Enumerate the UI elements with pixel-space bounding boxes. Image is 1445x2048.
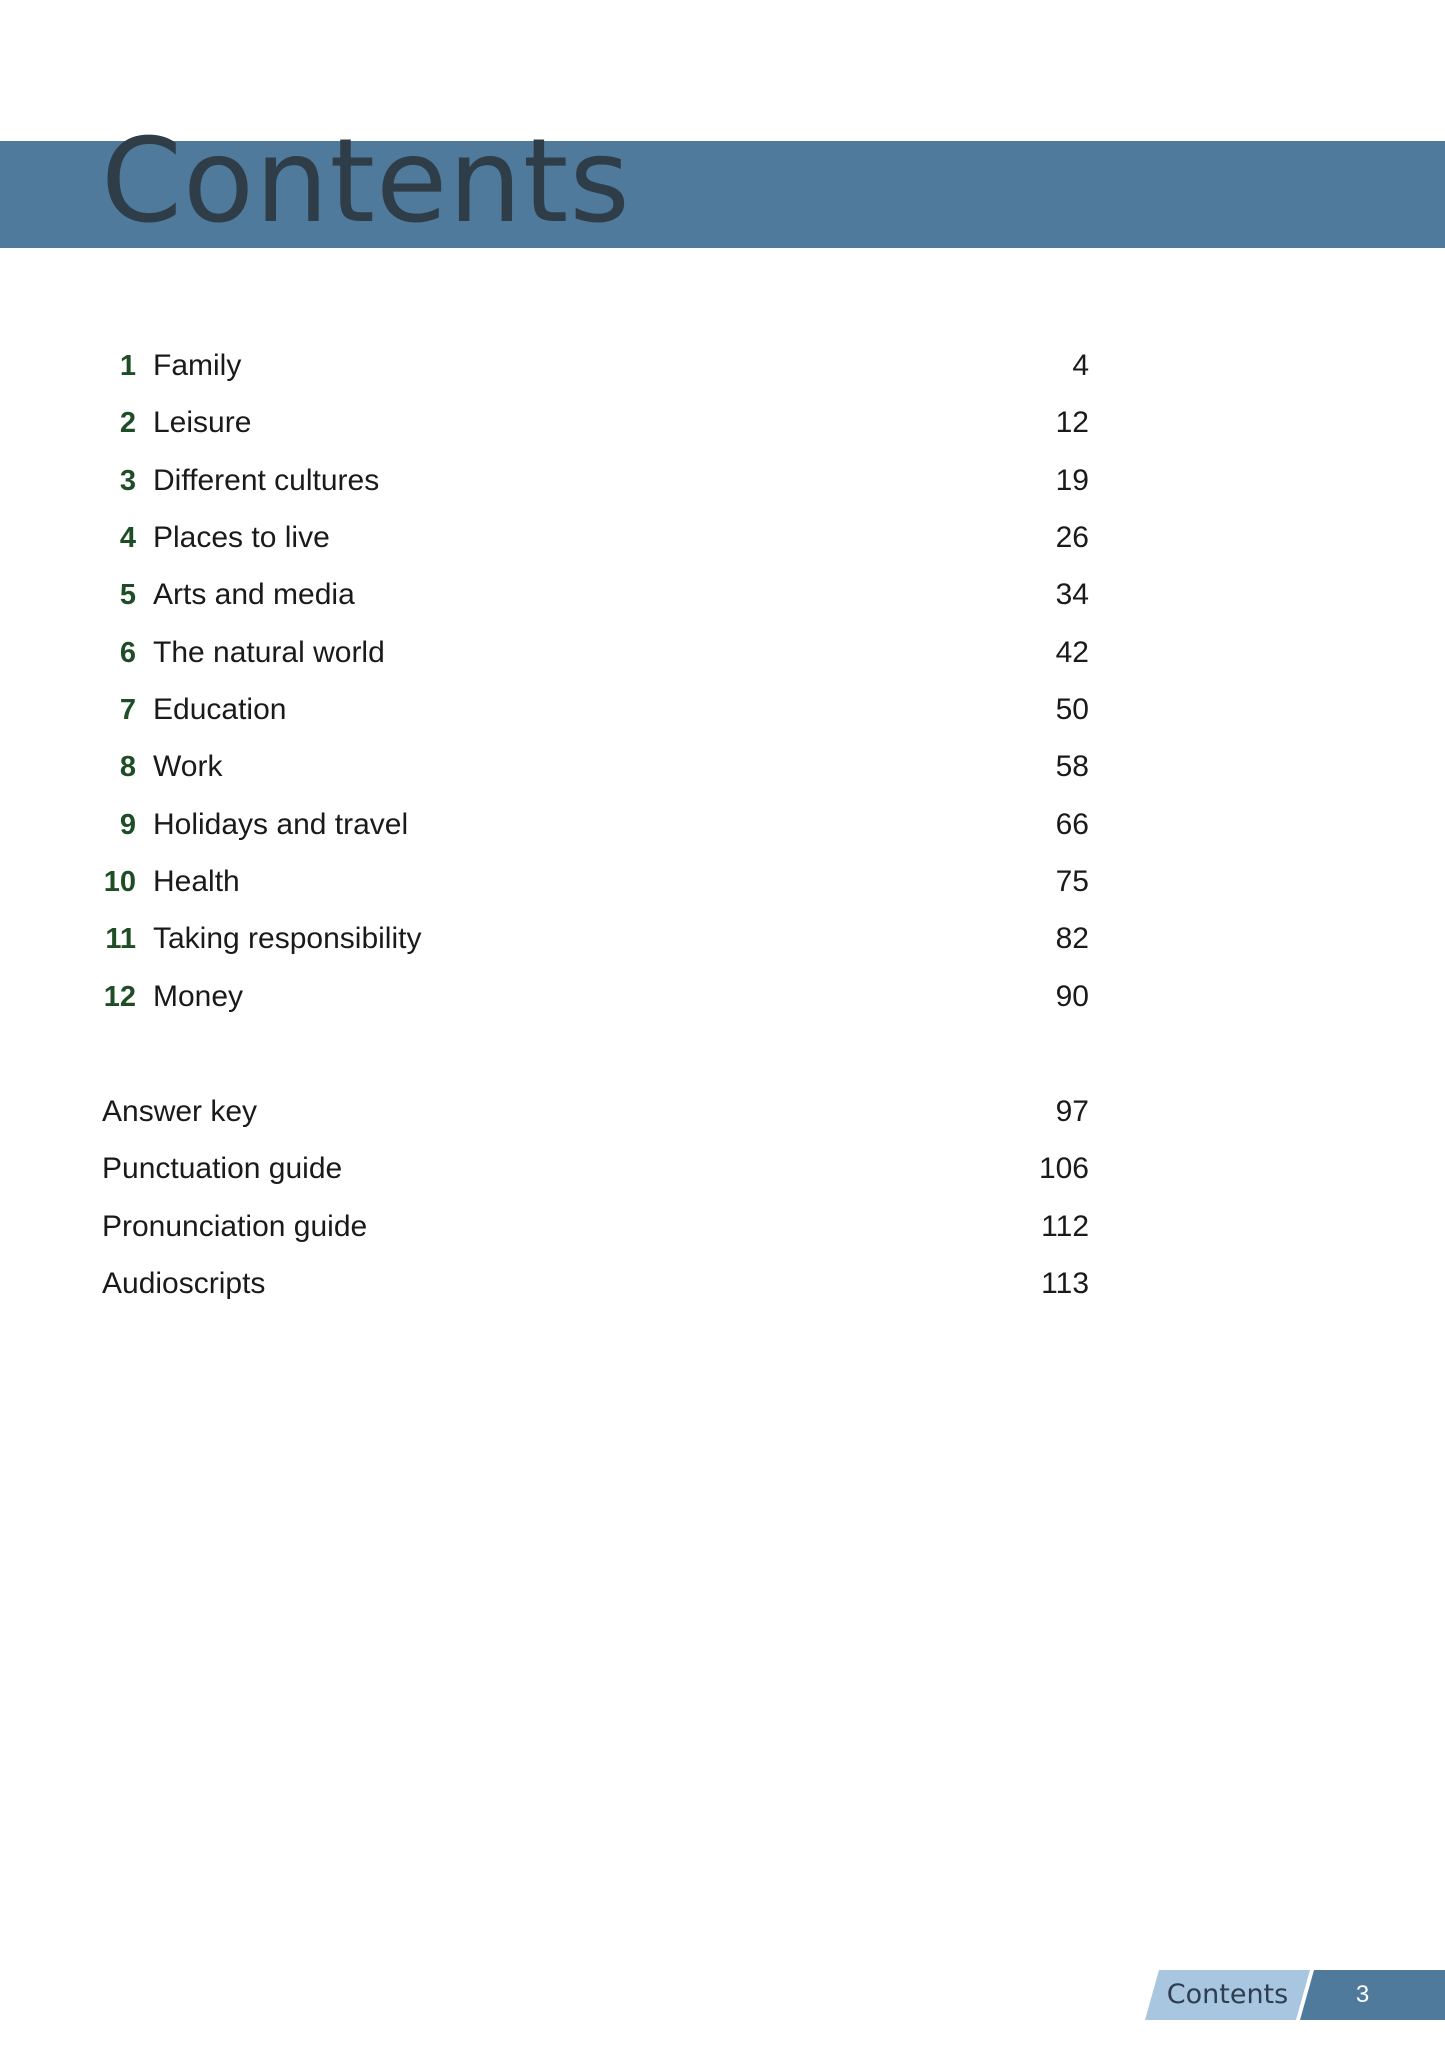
section-title: Audioscripts [102,1267,266,1300]
page-number: 58 [1055,750,1089,783]
toc-extra-row[interactable] [0,1143,1445,1195]
section-title: Punctuation guide [102,1152,343,1185]
page-number: 42 [1055,636,1089,669]
footer-section-label: Contents [1166,1979,1289,2010]
unit-number: 4 [119,522,136,554]
toc-unit-row[interactable] [0,627,1445,679]
unit-number: 7 [119,694,136,726]
page-title: Contents [101,114,631,249]
toc-extra-row[interactable] [0,1086,1445,1138]
page-number: 4 [1072,349,1089,382]
toc-unit-row[interactable] [0,913,1445,965]
unit-title: The natural world [153,636,385,669]
toc-unit-row[interactable] [0,455,1445,507]
page-number: 26 [1055,521,1089,554]
page-number: 19 [1055,464,1089,497]
page-number: 82 [1055,922,1089,955]
page-number: 34 [1055,578,1089,611]
unit-number: 1 [119,350,136,382]
unit-number: 3 [119,465,136,497]
toc-unit-row[interactable] [0,397,1445,449]
unit-title: Different cultures [153,464,380,497]
unit-title: Places to live [153,521,330,554]
unit-title: Taking responsibility [153,922,422,955]
page-number: 97 [1055,1095,1089,1128]
unit-number: 10 [103,866,136,898]
unit-title: Health [153,865,240,898]
page-number: 90 [1055,980,1089,1013]
unit-number: 12 [103,981,136,1013]
toc-unit-row[interactable] [0,512,1445,564]
unit-number: 8 [119,751,136,783]
toc-unit-row[interactable] [0,569,1445,621]
toc-unit-row[interactable] [0,971,1445,1023]
page-number: 66 [1055,808,1089,841]
page-number: 112 [1041,1210,1089,1243]
unit-number: 5 [119,579,136,611]
unit-title: Money [153,980,244,1013]
section-title: Pronunciation guide [102,1210,368,1243]
unit-title: Family [153,349,242,382]
unit-title: Holidays and travel [153,808,409,841]
toc-extra-row[interactable] [0,1258,1445,1310]
toc-unit-row[interactable] [0,340,1445,392]
toc-unit-row[interactable] [0,799,1445,851]
page-number: 50 [1055,693,1089,726]
footer-page-number: 3 [1355,1981,1370,2008]
toc-unit-row[interactable] [0,684,1445,736]
unit-title: Work [153,750,223,783]
page-number: 106 [1038,1152,1089,1185]
toc-unit-row[interactable] [0,856,1445,908]
page-number: 12 [1055,406,1089,439]
section-title: Answer key [102,1095,258,1128]
unit-number: 9 [119,809,136,841]
unit-number: 6 [119,637,136,669]
toc-extra-row[interactable] [0,1201,1445,1253]
page-number: 75 [1055,865,1089,898]
unit-number: 2 [119,407,136,439]
unit-number: 11 [105,923,136,955]
unit-title: Arts and media [153,578,355,611]
page-number: 113 [1041,1267,1089,1300]
unit-title: Leisure [153,406,252,439]
toc-unit-row[interactable] [0,741,1445,793]
unit-title: Education [153,693,287,726]
